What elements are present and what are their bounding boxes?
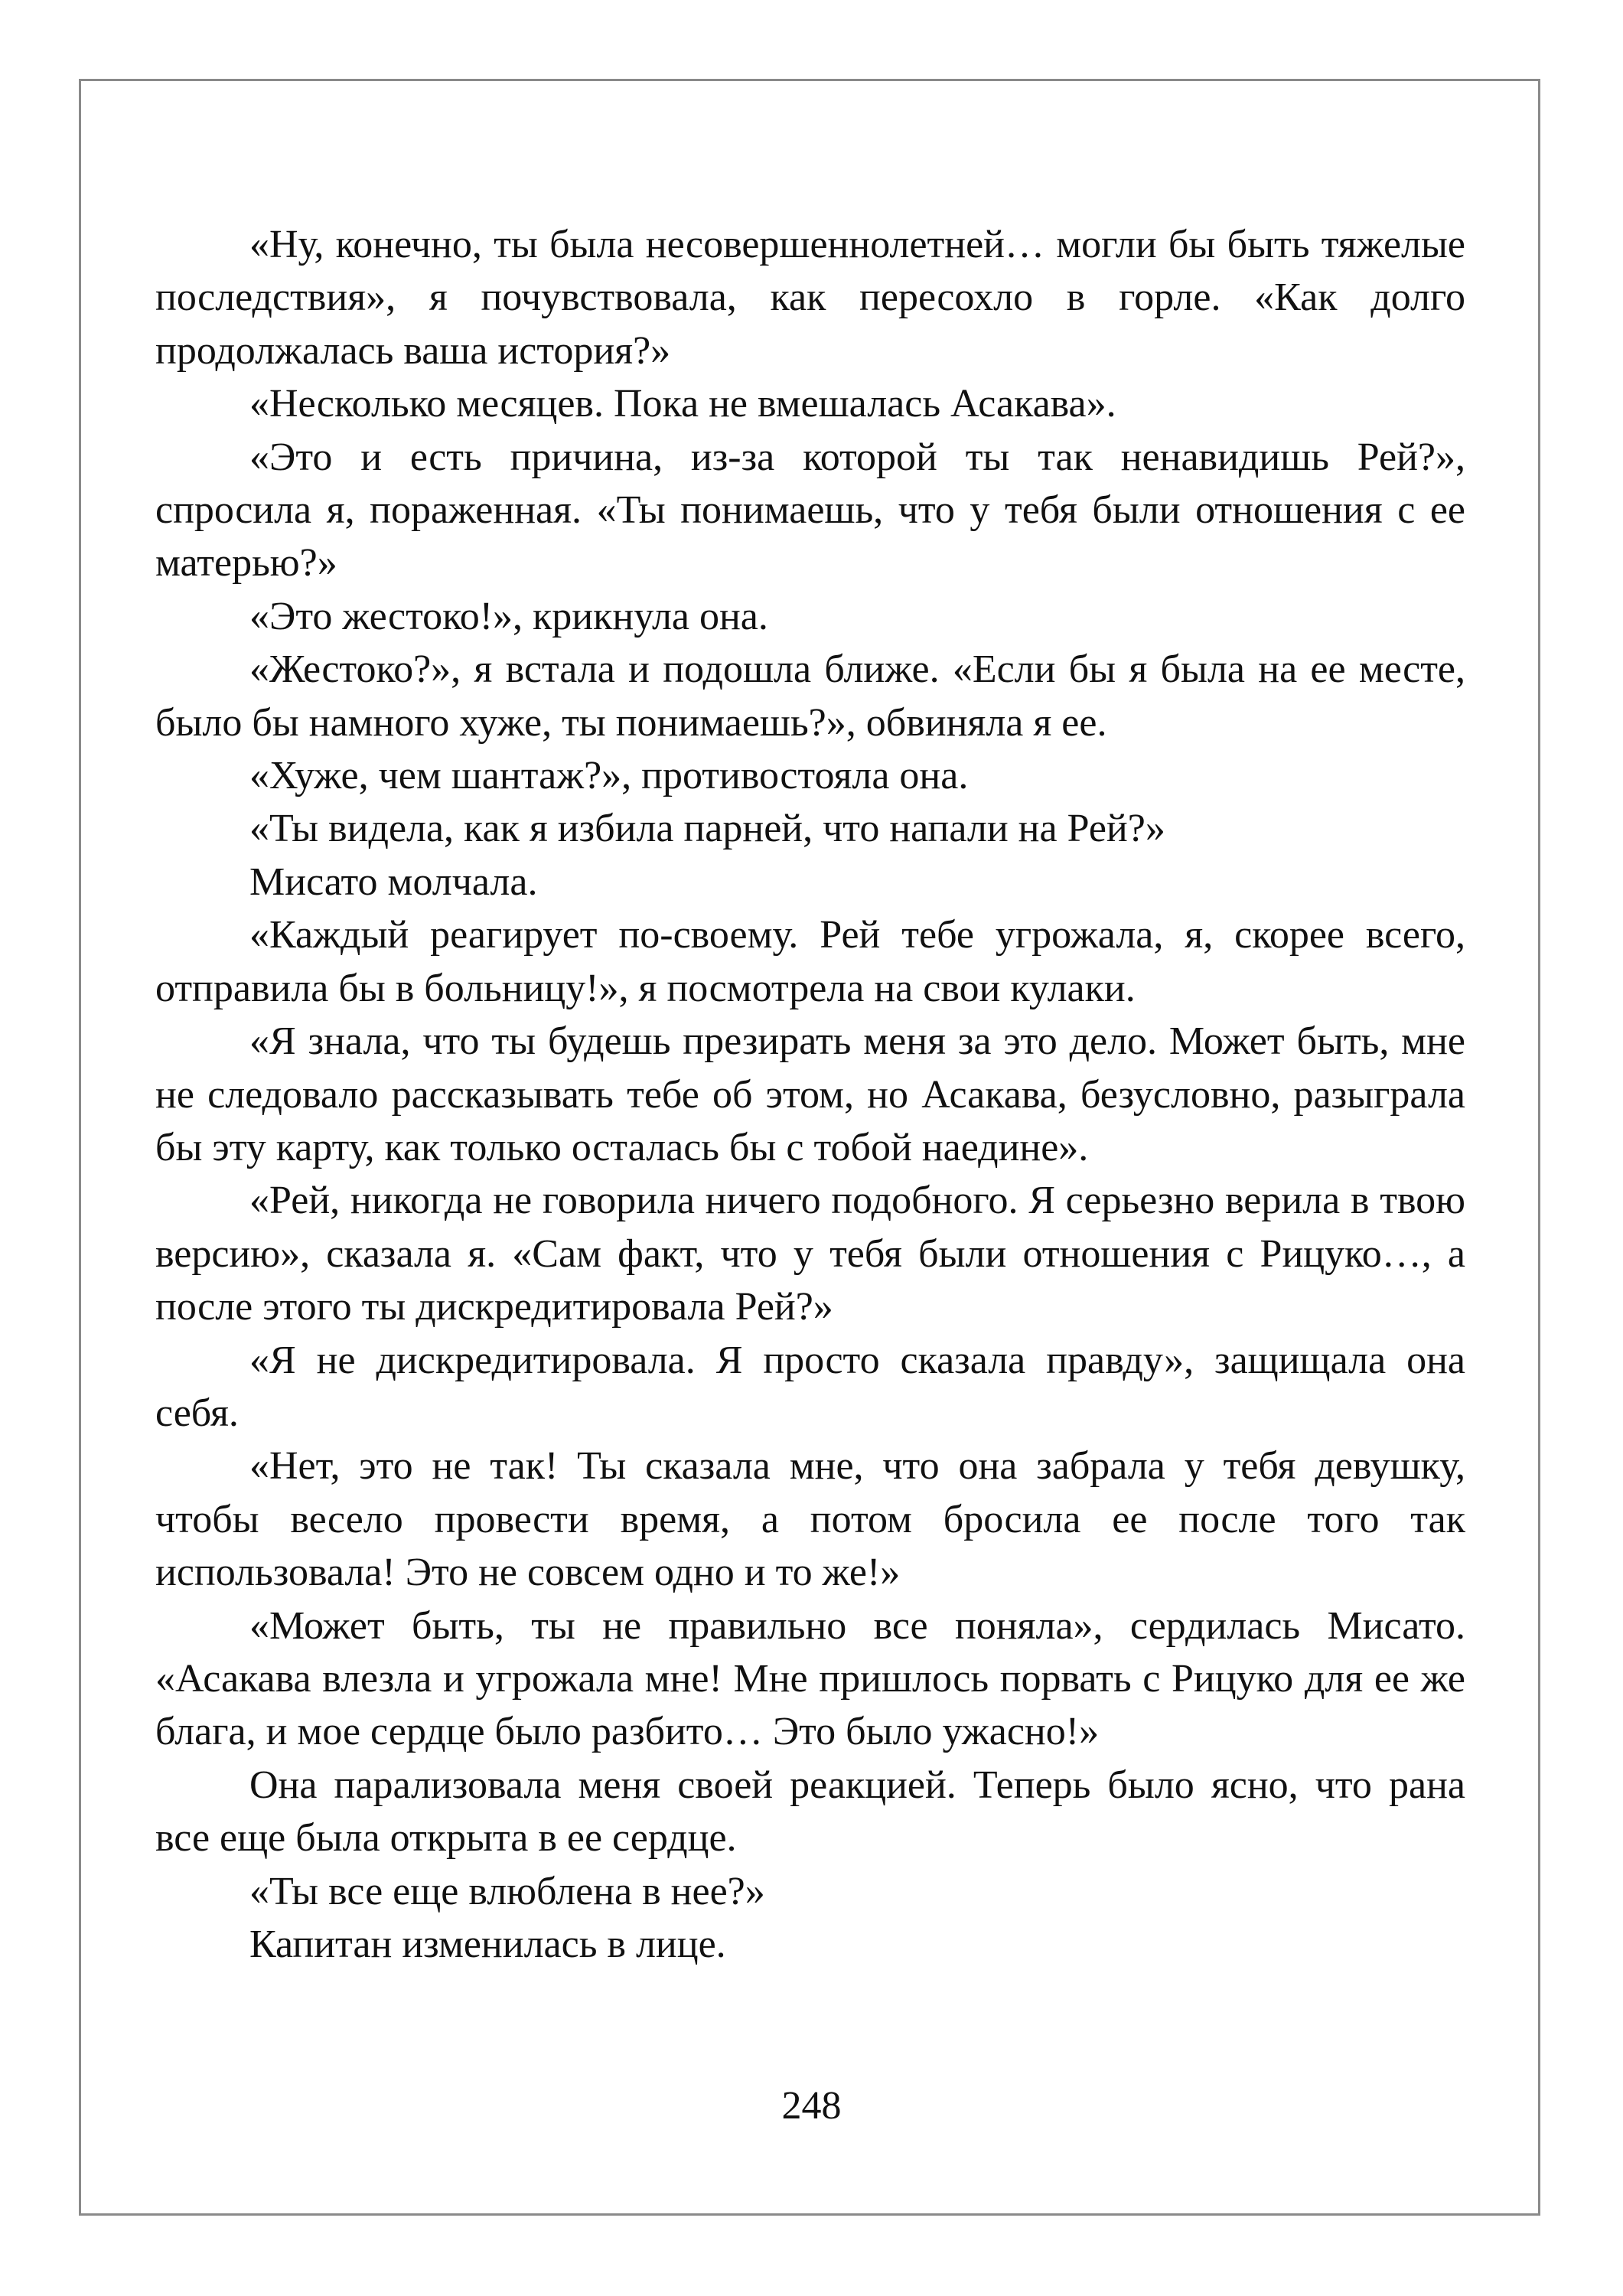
paragraph: «Ты все еще влюблена в нее?» (249, 1869, 765, 1913)
paragraph: «Я не дискредитировала. Я просто сказала правду», защищала она себя. (155, 1338, 1465, 1435)
paragraph: «Ну, конечно, ты была несовершеннолетней… могли бы быть тяжелые последствия», я почувствовала, как пересохло в горле. «Как долго продолжалась ваша история?» (155, 223, 1465, 373)
paragraph: «Хуже, чем шантаж?», противостояла она. (249, 754, 969, 798)
paragraph: Капитан изменилась в лице. (249, 1923, 726, 1966)
paragraph: «Жестоко?», я встала и подошла ближе. «Если бы я была на ее месте, было бы намного хуже, ты понимаешь?», обвиняла я ее. (155, 647, 1465, 745)
paragraph: «Я знала, что ты будешь презирать меня за это дело. Может быть, мне не следовало рассказывать тебе об этом, но Асакава, безусловно, разыграла бы эту карту, как только осталась бы с тобой наедине». (155, 1019, 1465, 1169)
paragraph: Мисато молчала. (249, 859, 538, 904)
paragraph: «Каждый реагирует по-своему. Рей тебе угрожала, я, скорее всего, отправила бы в больницу!», я посмотрела на свои кулаки. (155, 913, 1465, 1010)
paragraph: «Нет, это не так! Ты сказала мне, что она забрала у тебя девушку, чтобы весело провести время, а потом бросила ее после того так использовала! Это не совсем одно и то же!» (155, 1444, 1465, 1595)
paragraph: «Может быть, ты не правильно все поняла», сердилась Мисато. «Асакава влезла и угрожала мне! Мне пришлось порвать с Рицуко для ее же блага, и мое сердце было разбито… Это было ужасно!» (155, 1603, 1465, 1754)
body-text (155, 218, 1465, 1971)
paragraph: «Рей, никогда не говорила ничего подобного. Я серьезно верила в твою версию», сказала я. «Сам факт, что у тебя были отношения с Рицуко…, а после этого ты дискредитировала Рей?» (155, 1179, 1465, 1329)
paragraph: Она парализовала меня своей реакцией. Теперь было ясно, что рана все еще была открыта в ее сердце. (155, 1763, 1465, 1861)
paragraph: «Это жестоко!», крикнула она. (249, 594, 768, 638)
paragraph: «Несколько месяцев. Пока не вмешалась Асакава». (249, 382, 1116, 426)
paragraph: «Ты видела, как я избила парней, что напали на Рей?» (249, 807, 1165, 851)
paragraph: «Это и есть причина, из-за которой ты так ненавидишь Рей?», спросила я, пораженная. «Ты понимаешь, что у тебя были отношения с ее матерью?» (155, 435, 1465, 585)
page-number: 248 (781, 2084, 842, 2128)
